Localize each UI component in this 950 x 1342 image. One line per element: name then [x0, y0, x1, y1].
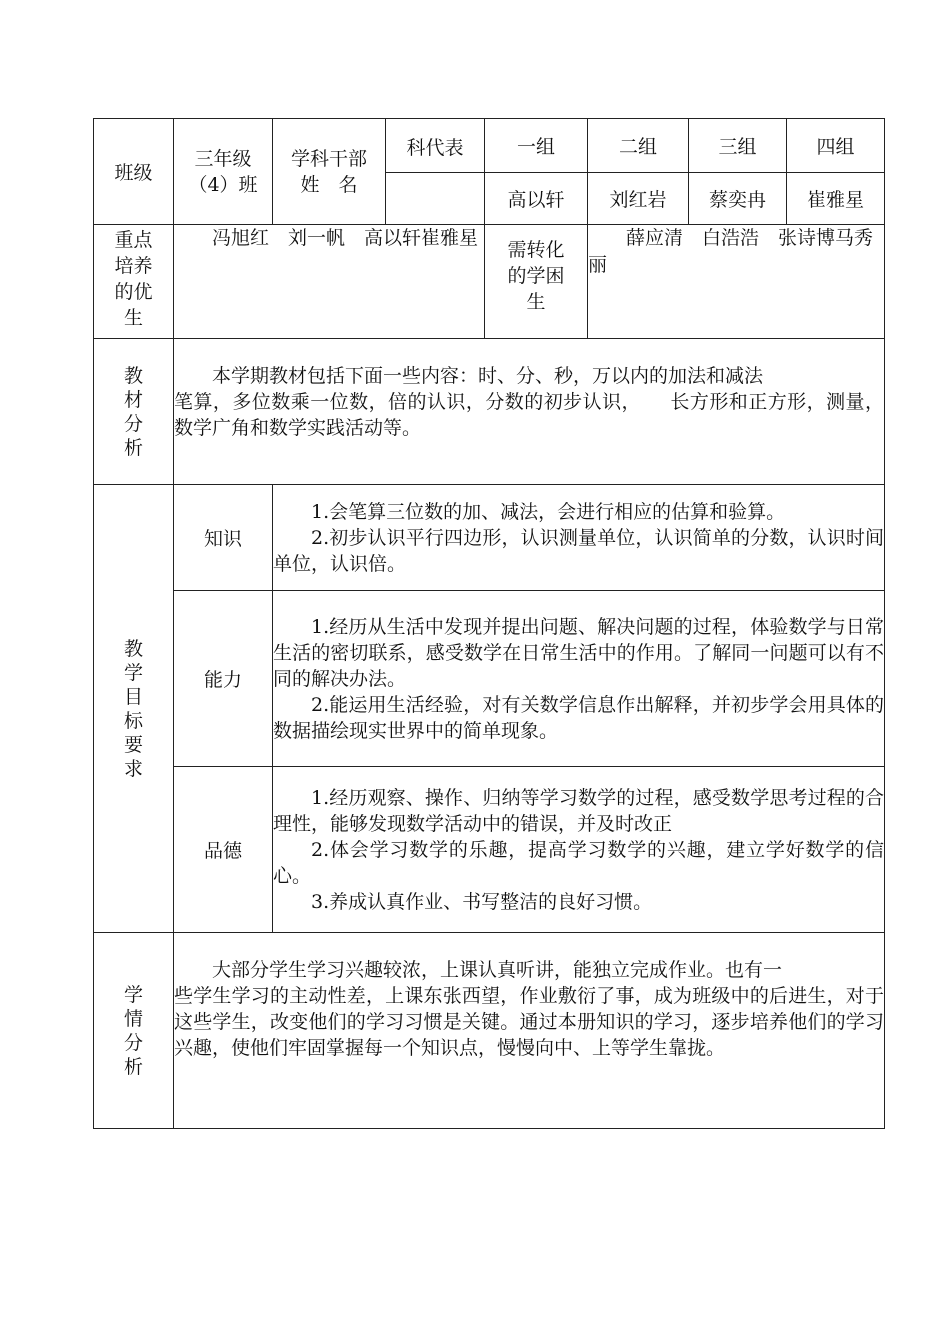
group-2-rep: 刘红岩: [588, 173, 689, 225]
group-3-header: 三组: [689, 119, 787, 173]
class-value: [174, 119, 273, 225]
top-students-label: 重点 培养 的优 生: [94, 225, 174, 339]
rep-label: 科代表: [386, 119, 485, 173]
cadre-label-line2: 姓 名: [300, 173, 358, 196]
class-number: （4）班: [188, 173, 258, 196]
group-3-rep: 蔡奕冉: [689, 173, 787, 225]
rep-empty-cell: [386, 173, 485, 225]
textbook-analysis-label: 教 材 分 析: [94, 339, 174, 485]
cadre-label-line1: 学科干部: [290, 147, 367, 170]
class-label: 班级: [94, 119, 174, 225]
ability-content: 1.经历从生活中发现并提出问题、解决问题的过程，体验数学与日常生活的密切联系，感受数学在日常生活中的作用。了解同一问题可以有不同的解决办法。 2.能运用生活经验，对有关数学信息作出解释，并初步学会用具体的数据描绘现实世界中的简单现象。: [273, 591, 885, 767]
teaching-plan-table: [93, 118, 885, 1129]
group-1-rep: 高以轩: [485, 173, 588, 225]
top-students-names: 冯旭红 刘一帆 高以轩崔雅星: [174, 225, 485, 339]
weak-students-label: 需转化 的学困 生: [485, 225, 588, 339]
learning-analysis-content: 大部分学生学习兴趣较浓，上课认真听讲，能独立完成作业。也有一 些学生学习的主动性差，上课东张西望，作业敷衍了事，成为班级中的后进生，对于这些学生，改变他们的学习习惯是关键。通过本册知识的学习，逐步培养他们的学习兴趣，使他们牢固掌握每一个知识点，慢慢向中、上等学生靠拢。: [174, 933, 885, 1129]
group-4-rep: 崔雅星: [787, 173, 885, 225]
knowledge-content: 1.会笔算三位数的加、减法，会进行相应的估算和验算。 2.初步认识平行四边形，认识测量单位，认识简单的分数，认识时间单位，认识倍。: [273, 485, 885, 591]
moral-content: 1.经历观察、操作、归纳等学习数学的过程，感受数学思考过程的合理性，能够发现数学活动中的错误，并及时改正 2.体会学习数学的乐趣，提高学习数学的兴趣，建立学好数学的信心。 3.养成认真作业、书写整洁的良好习惯。: [273, 767, 885, 933]
textbook-analysis-content: 本学期教材包括下面一些内容：时、分、秒，万以内的加法和减法 笔算，多位数乘一位数，倍的认识，分数的初步认识， 长方形和正方形，测量，数学广角和数学实践活动等。: [174, 339, 885, 485]
group-1-header: 一组: [485, 119, 588, 173]
objectives-label: 教 学 目 标 要 求: [94, 485, 174, 933]
knowledge-label: 知识: [174, 485, 273, 591]
class-grade: 三年级: [194, 147, 252, 170]
learning-analysis-label: 学 情 分 析: [94, 933, 174, 1129]
group-4-header: 四组: [787, 119, 885, 173]
moral-label: 品德: [174, 767, 273, 933]
ability-label: 能力: [174, 591, 273, 767]
cadre-label: [273, 119, 386, 225]
weak-students-names: 薛应清 白浩浩 张诗博马秀丽: [588, 225, 885, 339]
group-2-header: 二组: [588, 119, 689, 173]
